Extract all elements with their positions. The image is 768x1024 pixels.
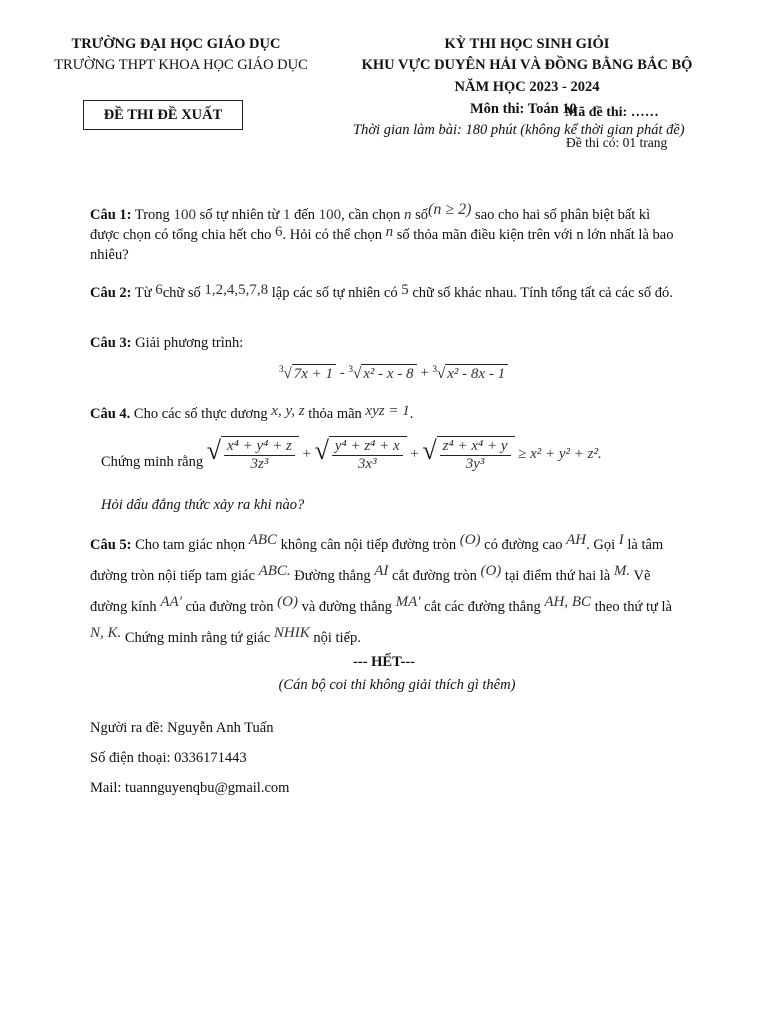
school-name: TRƯỜNG ĐẠI HỌC GIÁO DỤC — [71, 36, 281, 52]
proposal-box: ĐỀ THI ĐỀ XUẤT — [83, 100, 243, 130]
cube-root-2: $^3$√ x² - x - 8 — [349, 364, 417, 383]
math-100b: 100 — [318, 207, 342, 223]
cube-root-1: $^3$√ 7x + 1 — [279, 364, 336, 383]
exam-year: NĂM HỌC 2023 - 2024 — [454, 79, 600, 95]
math-digit-list: 1,2,4,5,7,8 — [204, 282, 269, 298]
math-5: 5 — [401, 282, 409, 298]
math-100: 100 — [173, 207, 196, 223]
equation-q3: $^3$√ 7x + 1 - $^3$√ x² - x - 8 + $^3$√ x² - 8x - 1 — [279, 364, 508, 383]
question-4-label: Câu 4. — [90, 406, 131, 422]
math-aa: AA' — [160, 594, 182, 610]
end-title: --- HẾT--- — [353, 654, 415, 670]
math-6: 6 — [275, 224, 283, 240]
exam-pages: Đề thi có: 01 trang — [566, 135, 668, 150]
math-6-digits: 6 — [155, 282, 163, 298]
math-xyz-eq-1: xyz = 1 — [365, 403, 410, 419]
equality-question: Hỏi dấu đẳng thức xảy ra khi nào? — [101, 497, 305, 513]
math-o: (O) — [459, 532, 481, 548]
inequality-q4: Chứng minh rằng √ $\frac{\text{x⁴ + y⁴ + z}}{\text{3z³}}$ + √ $\frac{\text{y⁴ + z⁴ + x}}{\text{3x³}}$ + √ $\frac{\text{z⁴ + x⁴ + y}}{\text{3y³}}$ ≥ x² + y² + z². — [101, 436, 602, 473]
sqrt-term-3: √ $\frac{\text{z⁴ + x⁴ + y}}{\text{3y³}}$ — [422, 436, 514, 473]
question-5-label: Câu 5: — [90, 537, 132, 553]
exam-region: KHU VỰC DUYÊN HẢI VÀ ĐỒNG BẰNG BẮC BỘ — [361, 57, 693, 73]
math-1: 1 — [282, 207, 291, 223]
author-phone: Số điện thoại: 0336171443 — [90, 750, 247, 766]
math-n: n — [403, 207, 412, 223]
question-5: Câu 5: Cho tam giác nhọn ABC không cân nội tiếp đường tròn (O) có đường cao AH. Gọi I là tâm đường tròn nội tiếp tam giác ABC. Đường thẳng AI cắt đường tròn (O) tại điểm thứ hai là M. Vẽ đường kính AA' của đường tròn (O) và đường thẳng MA' cắt các đường thẳng AH, BC theo thứ tự là N, K. Chứng minh rằng tứ giác NHIK nội tiếp. — [90, 532, 672, 646]
end-note: (Cán bộ coi thi không giải thích gì thêm) — [278, 677, 516, 693]
cube-root-3: $^3$√ x² - 8x - 1 — [433, 364, 509, 383]
school-subname: TRƯỜNG THPT KHOA HỌC GIÁO DỤC — [54, 57, 308, 73]
math-o3: (O) — [277, 594, 298, 610]
math-ah-bc: AH, BC — [544, 594, 592, 610]
question-1-label: Câu 1: — [90, 207, 132, 223]
author-name: Người ra đề: Nguyễn Anh Tuấn — [90, 720, 274, 736]
math-m: M. — [613, 563, 631, 579]
question-2: Câu 2: Từ 6chữ số 1,2,4,5,7,8 lập các số tự nhiên có 5 chữ số khác nhau. Tính tổng tất cả các số đó. — [90, 282, 673, 301]
exam-code: Mã đề thi: …… — [565, 105, 659, 120]
math-ma: MA' — [395, 594, 421, 610]
prove-text: Chứng minh rằng — [101, 454, 204, 471]
math-ah: AH — [566, 532, 587, 548]
exam-time: Thời gian làm bài: 180 phút (không kể thời gian phát đề) — [353, 122, 685, 138]
math-ai: AI — [374, 563, 389, 579]
sqrt-term-2: √ $\frac{\text{y⁴ + z⁴ + x}}{\text{3x³}}$ — [315, 436, 407, 473]
math-o2: (O) — [480, 563, 502, 579]
exam-subject: Môn thi: Toán 10 — [470, 101, 577, 117]
exam-title: KỲ THI HỌC SINH GIỎI — [444, 36, 610, 52]
math-abc2: ABC. — [258, 563, 291, 579]
author-mail: Mail: tuannguyenqbu@gmail.com — [90, 780, 290, 796]
math-n2: n — [385, 224, 394, 240]
math-abc: ABC — [248, 532, 278, 548]
math-n-ge-2: (n ≥ 2) — [427, 201, 472, 218]
inequality-rhs: ≥ x² + y² + z². — [518, 446, 602, 463]
question-3: Câu 3: Giải phương trình: — [90, 335, 244, 351]
question-3-label: Câu 3: — [90, 335, 132, 351]
question-4: Câu 4. Cho các số thực dương x, y, z thỏa mãn xyz = 1. — [90, 403, 414, 422]
math-xyz: x, y, z — [271, 403, 305, 419]
question-2-label: Câu 2: — [90, 285, 132, 301]
math-nhik: NHIK — [273, 625, 310, 641]
sqrt-term-1: √ $\frac{\text{x⁴ + y⁴ + z}}{\text{3z³}}$ — [207, 436, 299, 473]
math-nk: N, K. — [90, 625, 122, 641]
math-i: I — [618, 532, 624, 548]
question-1: Câu 1: Trong 100 số tự nhiên từ 1 đến 100, cần chọn n số(n ≥ 2) sao cho hai số phân biệt bất kì được chọn có tổng chia hết cho 6. Hỏi có thể chọn n số thỏa mãn điều kiện trên với n lớn nhất là bao nhiêu? — [90, 201, 674, 263]
